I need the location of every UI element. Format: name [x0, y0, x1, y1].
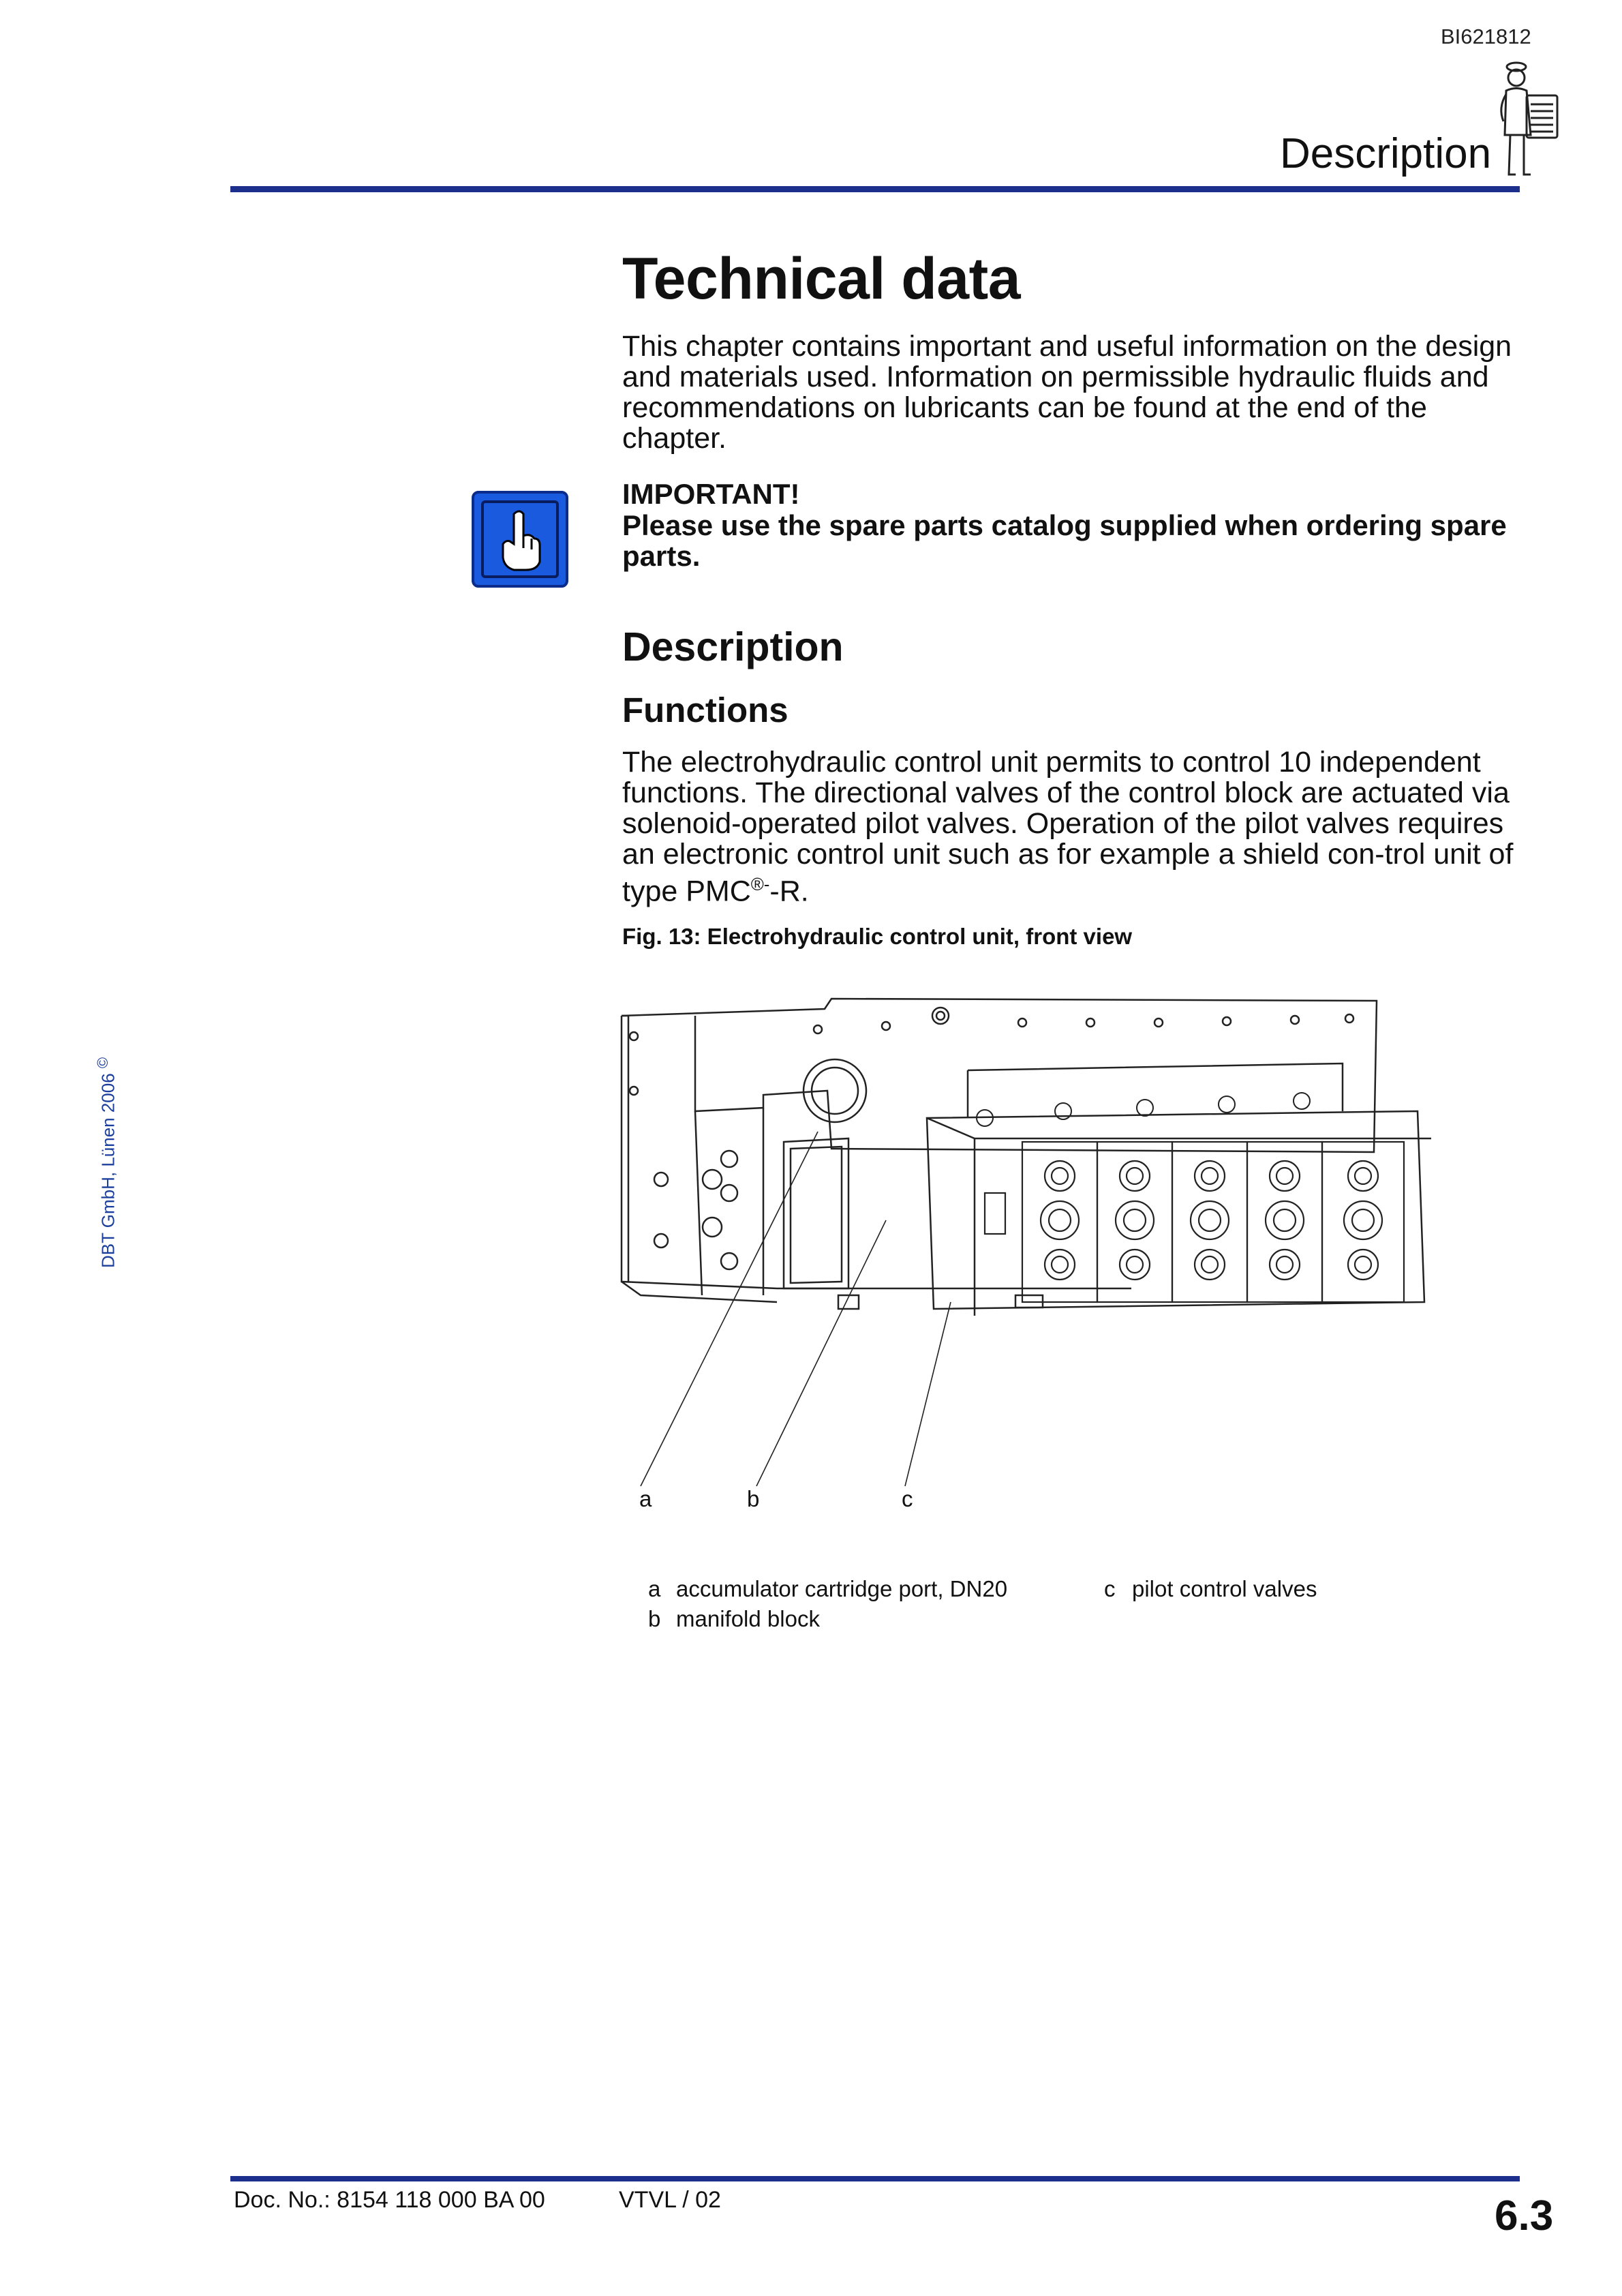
- legend-item: [648, 1576, 1007, 1602]
- legend-letter: b: [648, 1606, 661, 1631]
- legend-letter: a: [648, 1576, 661, 1601]
- callout-c: c: [902, 1486, 913, 1511]
- functions-text-after: -R.: [769, 875, 809, 908]
- important-label: IMPORTANT!: [622, 478, 800, 510]
- callout-b: b: [747, 1486, 760, 1511]
- footer-rule: [230, 2176, 1520, 2181]
- valve-modules: [985, 1142, 1404, 1302]
- header-section-title: Description: [1280, 130, 1492, 177]
- pointing-finger-warning-icon: [472, 491, 568, 588]
- callout-a: a: [639, 1486, 652, 1511]
- legend-letter: c: [1104, 1576, 1116, 1601]
- footer-doc-number: Doc. No.: 8154 118 000 BA 00: [234, 2187, 545, 2213]
- main-block: [622, 999, 1377, 1309]
- control-unit-drawing: [613, 968, 1499, 1513]
- page-number: 6.3: [1495, 2192, 1554, 2239]
- legend-item: [1104, 1576, 1317, 1602]
- mascot-reader-icon: [1493, 53, 1574, 183]
- legend-text: accumulator cartridge port, DN20: [676, 1576, 1008, 1601]
- section-heading: Description: [622, 624, 844, 669]
- footer-revision: VTVL / 02: [619, 2187, 721, 2213]
- registered-mark: ®-: [750, 875, 770, 894]
- figure-caption: Fig. 13: Electrohydraulic control unit, front view: [622, 924, 1133, 949]
- legend-item: [648, 1606, 820, 1632]
- important-note: Please use the spare parts catalog supplied when ordering spare parts.: [622, 509, 1507, 572]
- copyright-text: DBT GmbH, Lünen 2006: [97, 1073, 119, 1268]
- functions-paragraph: [622, 747, 1529, 907]
- sub-heading: Functions: [622, 691, 789, 729]
- copyright-symbol: ©: [94, 1057, 111, 1069]
- document-id: BI621812: [1441, 25, 1531, 48]
- legend-text: pilot control valves: [1132, 1576, 1317, 1601]
- legend-text: manifold block: [676, 1606, 820, 1631]
- functions-text-before: The electrohydraulic control unit permits to control 10 independent functions. The directional valves of the control block are actuated via solenoid-operated pilot valves. Operation of the pilot valves requires an electronic control unit such as for example a shield con-trol unit of type PMC: [622, 746, 1514, 908]
- copyright-note: [94, 927, 119, 1268]
- page-title: Technical data: [622, 246, 1021, 312]
- intro-paragraph: This chapter contains important and useful information on the design and materials used. Information on permissible hydraulic fluids and recommendations on lubricants can be found at the end of the chapter.: [622, 330, 1512, 455]
- leader-lines: [641, 1132, 951, 1486]
- header-rule: [230, 186, 1520, 192]
